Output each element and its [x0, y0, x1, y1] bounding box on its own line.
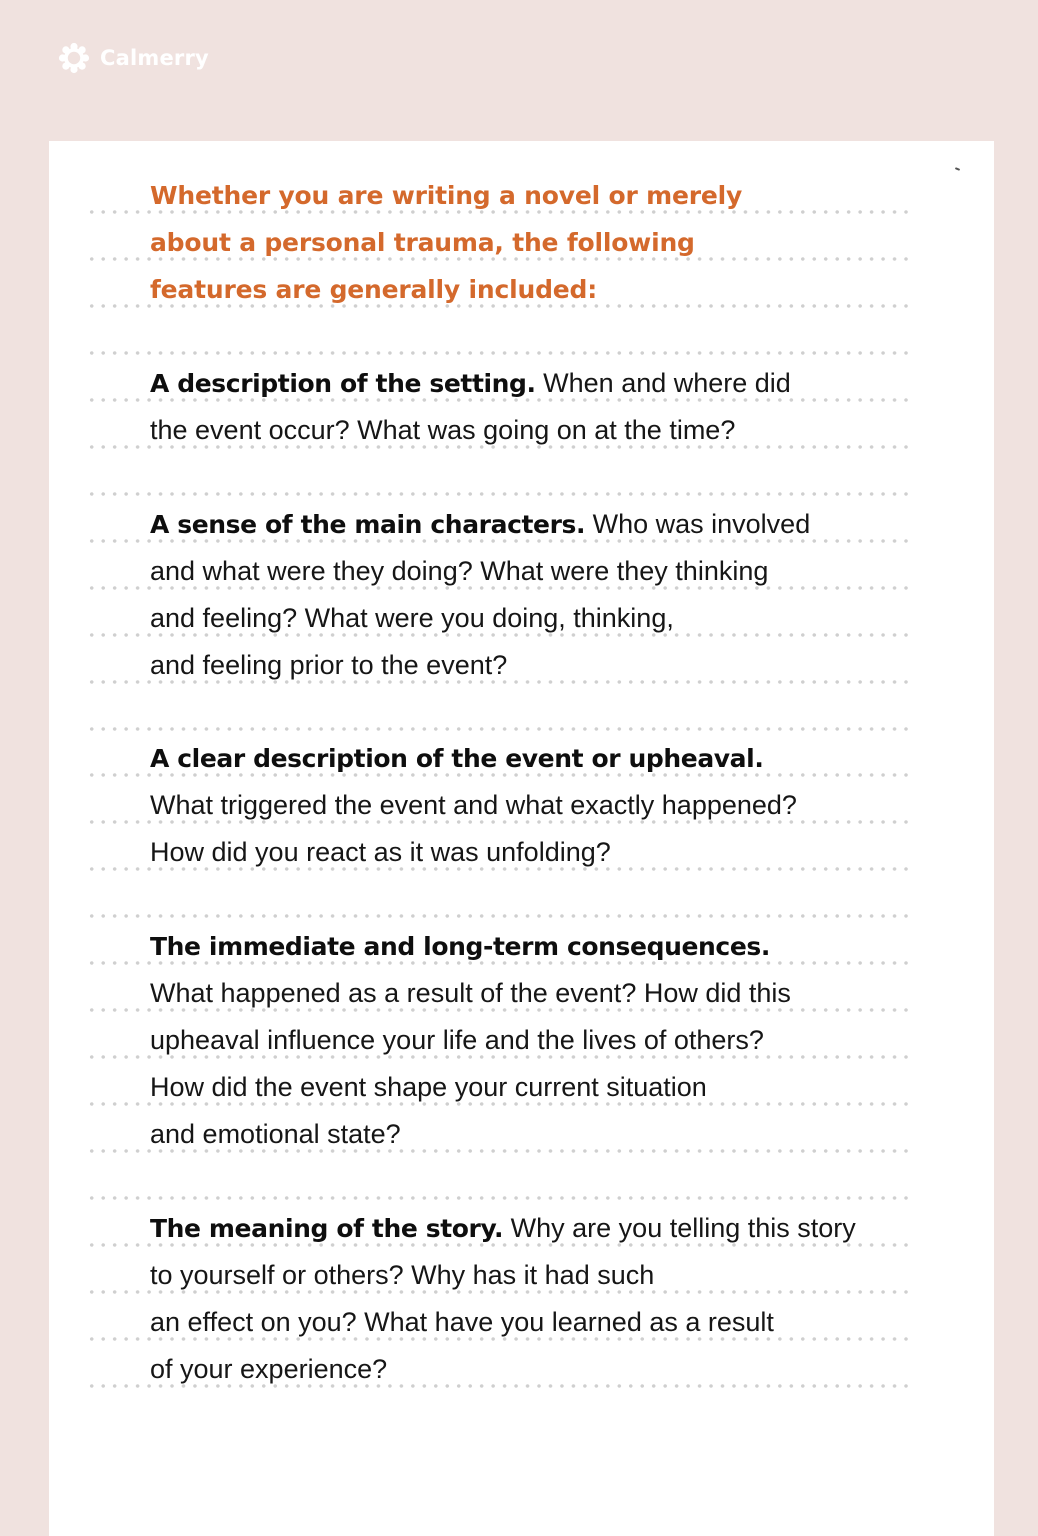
section-text [150, 508, 811, 539]
section-setting-line [86, 355, 912, 402]
intro-line [86, 214, 912, 261]
worksheet-card [49, 141, 994, 1536]
intro-line [86, 167, 912, 214]
flower-logo-icon [58, 42, 90, 74]
section-body: and feeling? What were you doing, thinking, [150, 602, 674, 633]
section-characters-line [86, 590, 912, 637]
intro-text: Whether you are writing a novel or merely [150, 180, 743, 210]
section-meaning-line [86, 1294, 912, 1341]
section-meaning-line [86, 1200, 912, 1247]
blank-line [86, 871, 912, 918]
intro-text: features are generally included: [150, 274, 598, 304]
section-body: What happened as a result of the event? How did this [150, 978, 791, 1009]
section-body: and what were they doing? What were they thinking [150, 555, 769, 586]
section-meaning-line [86, 1247, 912, 1294]
section-title: The immediate and long-term consequences. [150, 932, 770, 962]
section-body: of your experience? [150, 1353, 388, 1384]
blank-line [86, 449, 912, 496]
blank-line [86, 308, 912, 355]
section-text [150, 933, 770, 960]
section-meaning-line [86, 1341, 912, 1388]
section-body: and feeling prior to the event? [150, 649, 508, 680]
section-body: When and where did [535, 367, 791, 398]
section-title: The meaning of the story. [150, 1214, 504, 1244]
section-body: How did the event shape your current situation [150, 1072, 707, 1103]
section-body: Why are you telling this story [503, 1213, 856, 1244]
section-title: A description of the setting. [150, 368, 536, 398]
section-consequences-line [86, 965, 912, 1012]
section-body: What triggered the event and what exactly happened? [150, 790, 797, 821]
section-characters-line [86, 637, 912, 684]
blank-line [86, 684, 912, 731]
intro-line [86, 261, 912, 308]
section-characters-line [86, 496, 912, 543]
ruled-lines [49, 141, 994, 1536]
section-consequences-line [86, 1059, 912, 1106]
brand-logo [58, 42, 209, 74]
section-body: upheaval influence your life and the lives of others? [150, 1025, 764, 1056]
section-consequences-line [86, 918, 912, 965]
section-body: the event occur? What was going on at the time? [150, 414, 736, 445]
blank-line [86, 1153, 912, 1200]
brand-name: Calmerry [100, 46, 209, 70]
section-text [150, 745, 763, 772]
section-event-line [86, 731, 912, 778]
section-body: Who was involved [585, 508, 811, 539]
section-setting-line [86, 402, 912, 449]
section-event-line [86, 824, 912, 871]
section-body: How did you react as it was unfolding? [150, 837, 611, 868]
section-characters-line [86, 543, 912, 590]
section-body: and emotional state? [150, 1119, 401, 1150]
section-title: A sense of the main characters. [150, 509, 586, 539]
section-text [150, 367, 791, 398]
section-body: to yourself or others? Why has it had such [150, 1260, 655, 1291]
section-consequences-line [86, 1012, 912, 1059]
intro-text: about a personal trauma, the following [150, 227, 695, 257]
section-text [150, 1215, 856, 1242]
section-title: A clear description of the event or upheaval. [150, 744, 764, 774]
section-event-line [86, 777, 912, 824]
section-consequences-line [86, 1106, 912, 1153]
section-body: an effect on you? What have you learned as a result [150, 1306, 774, 1337]
